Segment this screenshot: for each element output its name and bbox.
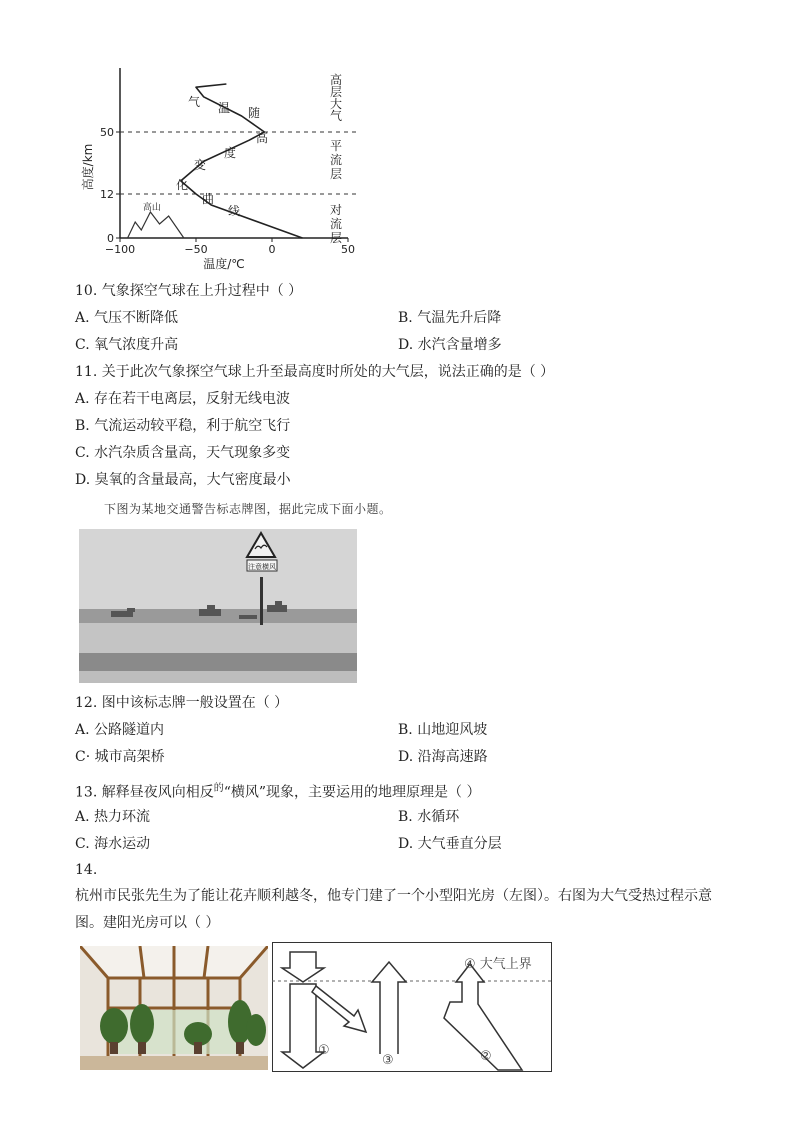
q13-stem-part-b: “横风”现象，主要运用的地理原理是（ ） [223,784,481,801]
mountain-label: 高山 [142,203,161,213]
q12-option-b[interactable]: B. 山地迎风坡 [398,722,488,738]
curve-label-char-6: 化 [175,178,189,192]
section-intro: 下图为某地交通警告标志牌图，据此完成下面小题。 [104,502,392,516]
question-10-stem: 10. 气象探空气球在上升过程中（ ） [75,283,303,299]
x-tick-label-1: −50 [184,243,208,256]
layer-label-1-char-1: 流 [329,153,343,167]
label-2: ② [480,1049,492,1064]
label-3: ③ [382,1053,394,1068]
mountain-shape [128,212,184,238]
y-tick-label-0: 0 [107,232,114,245]
y-tick-label-2: 50 [100,126,114,139]
q10-option-b[interactable]: B. 气温先升后降 [398,310,502,326]
curve-label-char-7: 曲 [201,192,215,206]
y-tick-label-1: 12 [100,188,114,201]
q11-option-d[interactable]: D. 臭氧的含量最高，大气密度最小 [75,472,291,488]
curve-label-char-0: 气 [187,95,201,109]
q10-option-c[interactable]: C. 氧气浓度升高 [75,337,179,353]
layer-label-0-char-1: 层 [329,85,343,99]
layer-label-0-char-2: 大 [329,97,343,111]
q13-option-a[interactable]: A. 热力环流 [75,809,151,825]
layer-label-0-char-0: 高 [329,73,343,87]
sunroom-photo [80,946,268,1070]
q11-option-a[interactable]: A. 存在若干电离层，反射无线电波 [75,391,291,407]
curve-label-char-5: 变 [193,158,207,172]
q12-option-a[interactable]: A. 公路隧道内 [75,722,165,738]
sign-text: 注意横风 [248,563,276,571]
x-tick-label-3: 50 [341,243,355,256]
q13-option-c[interactable]: C. 海水运动 [75,836,151,852]
traffic-sign-photo [79,529,357,683]
question-12-stem: 12. 图中该标志牌一般设置在（ ） [75,695,289,711]
q10-option-d[interactable]: D. 水汽含量增多 [398,337,502,353]
label-4-atmosphere-top: ④ 大气上界 [464,957,532,972]
q10-option-a[interactable]: A. 气压不断降低 [75,310,179,326]
label-1: ① [318,1043,330,1058]
curve-label-char-8: 线 [227,204,241,218]
layer-label-2-char-0: 对 [329,203,343,217]
question-14-stem-line2: 图。建阳光房可以（ ） [75,915,220,931]
q12-option-c[interactable]: C· 城市高架桥 [75,749,165,765]
q11-option-b[interactable]: B. 气流运动较平稳，利于航空飞行 [75,418,291,434]
y-axis-label: 高度/km [81,143,95,191]
layer-label-1-char-0: 平 [329,139,343,153]
curve-label-char-1: 温 [217,101,231,115]
curve-label-char-2: 随 [247,106,261,120]
atmospheric-heating-diagram [272,942,552,1072]
question-14-number: 14. [75,862,98,878]
curve-label-char-3: 高 [255,131,269,145]
question-14-stem-line1: 杭州市民张先生为了能让花卉顺利越冬，他专门建了一个小型阳光房（左图）。右图为大气受热过程示意 [75,888,712,904]
q13-stem-part-a: 13. 解释昼夜风向相反 [75,784,214,801]
layer-label-2-char-2: 层 [329,231,343,245]
layer-label-0-char-3: 气 [329,109,343,123]
photo-scene [79,529,357,683]
question-13-stem [75,780,480,802]
q13-option-d[interactable]: D. 大气垂直分层 [398,836,502,852]
question-11-stem: 11. 关于此次气象探空气球上升至最高度时所处的大气层，说法正确的是（ ） [75,364,555,380]
x-tick-label-2: 0 [268,243,276,256]
x-axis-label: 温度/℃ [203,257,245,271]
layer-label-2-char-1: 流 [329,217,343,231]
x-tick-label-0: −100 [104,243,136,256]
q13-stem-sup: 的 [213,783,224,794]
q11-option-c[interactable]: C. 水汽杂质含量高，天气现象多变 [75,445,291,461]
q12-option-d[interactable]: D. 沿海高速路 [398,749,488,765]
q13-option-b[interactable]: B. 水循环 [398,809,460,825]
curve-label-char-4: 度 [223,146,237,160]
temperature-altitude-chart [78,62,378,272]
layer-label-1-char-2: 层 [329,167,343,181]
